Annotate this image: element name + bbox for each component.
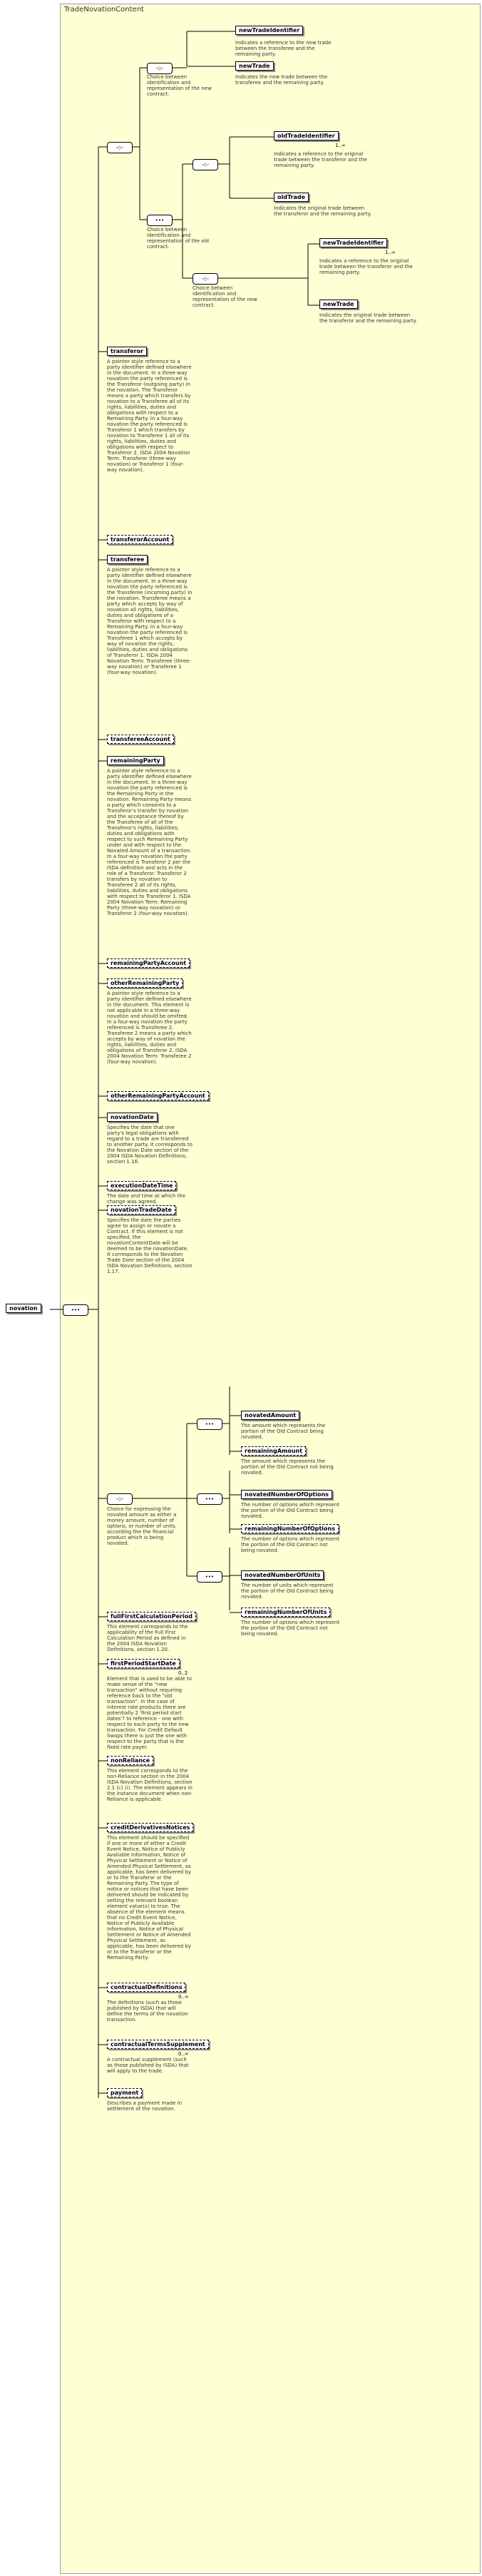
element-remainingAmount[interactable]: remainingAmount (241, 1446, 306, 1456)
doc-newTradeIdentifier: Indicates a reference to the new trade between the transferee and the remaining party. (235, 40, 332, 57)
element-transferorAccount[interactable]: transferorAccount (107, 535, 173, 544)
element-novationDate[interactable]: novationDate (107, 1113, 158, 1122)
mult-firstPeriodStartDate: 0..2 (178, 1670, 188, 1676)
element-fullFirstCalculationPeriod[interactable]: fullFirstCalculationPeriod (107, 1612, 196, 1621)
sequence-compositor-options[interactable]: ••• (197, 1493, 222, 1505)
element-novatedAmount[interactable]: novatedAmount (241, 1411, 299, 1420)
doc-executionDateTime: The date and time at which the change was agreed. (107, 1193, 186, 1205)
choice-compositor-2[interactable]: -◇- (147, 63, 173, 74)
doc-firstPeriodStartDate: Element that is used to be able to make sense of the "new transaction" without requiring reference back to the "old transaction". In the case of interest rate products there are potentially 2 'first period start dates'? to reference - one with respect to each party to the new transaction. For Credit Default Swaps there is just the one with respect to the party that is the fixed rate payer. (107, 1676, 192, 1750)
choice-doc-1: Choice between identification and representation of the new contract. (147, 74, 212, 97)
doc-payment: Describes a payment made in settlement of the novation. (107, 2100, 183, 2112)
doc-novatedNumberOfOptions: The number of options which represent the portion of the Old Contract being novated. (241, 1502, 340, 1519)
element-remainingNumberOfOptions[interactable]: remainingNumberOfOptions (241, 1524, 339, 1533)
root-element-novation[interactable]: novation (6, 1304, 41, 1313)
choice-doc-4: Choice for expressing the novated amount as either a money amount, number of options, or number of units, according the the financial product which is being novated. (107, 1506, 177, 1546)
mult-newTradeIdentifier-2: 1..∞ (385, 250, 396, 255)
element-transferor[interactable]: transferor (107, 347, 147, 356)
element-contractualDefinitions[interactable]: contractualDefinitions (107, 1983, 185, 1992)
mult-oldTradeIdentifier: 1..∞ (335, 143, 346, 148)
element-novatedNumberOfOptions[interactable]: novatedNumberOfOptions (241, 1490, 332, 1499)
doc-transferee: A pointer style reference to a party identifier defined elsewhere in the document. In a three-way novation the party referenced is the Transferee (incoming party) in the novation. Transferee means a party which accepts by way of novation all rights, liabilities, duties and obligations of a Transferor with respect to a Remaining Party. In a four-way novation the party referenced is Transferee 1 which accepts by way of novation the rights, liabilities, duties and obligations of Transferor 1. ISDA 2004 Novation Term: Transferee (three-way novation) or Transferee 1 (four-way novation). (107, 567, 193, 675)
element-novatedNumberOfUnits[interactable]: novatedNumberOfUnits (241, 1570, 324, 1580)
doc-oldTrade: Indicates the original trade between the transferor and the remaining party. (274, 205, 371, 217)
element-otherRemainingPartyAccount[interactable]: otherRemainingPartyAccount (107, 1091, 209, 1100)
choice-compositor-4[interactable]: -◇- (193, 273, 218, 285)
doc-oldTradeIdentifier: Indicates a reference to the original trade between the transferor and the remaining party. (274, 151, 367, 168)
doc-newTradeIdentifier-2: Indicates a reference to the original trade between the transferor and the remaining party. (319, 258, 413, 275)
element-remainingNumberOfUnits[interactable]: remainingNumberOfUnits (241, 1608, 330, 1617)
element-firstPeriodStartDate[interactable]: firstPeriodStartDate (107, 1659, 180, 1668)
mult-contractualDefinitions: 0..∞ (178, 1994, 189, 2000)
doc-novationTradeDate: Specifies the date the parties agree to assign or novate a Contract. If this element is not specified, the novationContentDate will be deemed to be the novationDate. It corresponds to the Novation Trade Date section of the 2004 ISDA Novation Definitions, section 1.17. (107, 1217, 193, 1274)
sequence-compositor-units[interactable]: ••• (197, 1571, 222, 1583)
mult-contractualTermsSupplement: 0..∞ (178, 2051, 189, 2057)
element-nonReliance[interactable]: nonReliance (107, 1756, 153, 1765)
sequence-compositor-amount[interactable]: ••• (197, 1419, 222, 1430)
element-payment[interactable]: payment (107, 2088, 142, 2097)
doc-remainingParty: A pointer style reference to a party identifier defined elsewhere in the document. In a three-way novation the party referenced is the Remaining Party in the novation. Remaining Party means a party which consents to a Transferor's transfer by novation and the acceptance thereof by the Transferee of all of the Transferor's rights, liabilities, duties and obligations with respect to such Remaining Party under and with respect to the Novated Amount of a transaction. In a four-way novation the party referenced is Transferor 2 per the ISDA definition and acts in the role of a Transferor. Transferor 2 transfers by novation to Transferee 2 all of its rights, liabilities, duties and obligations with respect to Transferor 1. ISDA 2004 Novation Term: Remaining Party (three-way novation) or Transferor 2 (four-way novation). (107, 768, 192, 916)
element-contractualTermsSupplement[interactable]: contractualTermsSupplement (107, 2040, 209, 2049)
doc-newTrade-2: Indicates the original trade between the transferor and the remaining party. (319, 312, 417, 324)
doc-novatedNumberOfUnits: The number of units which represent the portion of the Old Contract being novated. (241, 1583, 334, 1600)
doc-contractualDefinitions: The definitions (such as those published by ISDA) that will define the terms of the novation transaction. (107, 2000, 188, 2023)
doc-fullFirstCalculationPeriod: This element corresponds to the applicability of the Full First Calculation Period as defined in the 2004 ISDA Novation Definitions, section 1.20. (107, 1624, 188, 1652)
doc-remainingNumberOfUnits: The number of options which represent the portion of the Old Contract not being novated. (241, 1620, 340, 1637)
choice-compositor-1[interactable]: -◇- (107, 142, 133, 153)
element-newTrade-2[interactable]: newTrade (319, 300, 358, 309)
choice-compositor-3[interactable]: -◇- (193, 159, 218, 170)
doc-novationDate: Specifies the date that one party's legal obligations with regard to a trade are transferred to another party. It corresponds to the Novation Date section of the 2004 ISDA Novation Definitions, section 1.16. (107, 1125, 193, 1165)
element-oldTradeIdentifier[interactable]: oldTradeIdentifier (274, 131, 339, 140)
element-novationTradeDate[interactable]: novationTradeDate (107, 1205, 175, 1215)
element-transferee[interactable]: transferee (107, 555, 148, 564)
sequence-compositor-old[interactable]: ••• (147, 215, 173, 226)
doc-nonReliance: This element corresponds to the non-Reliance section in the 2004 ISDA Novation Definitions, section 2.1 (c) (i). The element appears in the instance document when non-Reliance is applicable. (107, 1768, 193, 1802)
doc-creditDerivativesNotices: This element should be specified if one or more of either a Credit Event Notice, Notice of Publicly Available Information, Notice of Physical Settlement or Notice of Amended Physical Settlement, as applicable, has been delivered by or to the Transferor or the Remaining Party. The type of notice or notices that have been delivered should be indicated by setting the relevant boolean element value(s) to true. The absence of the element means that no Credit Event Notice, Notice of Publicly Available Information, Notice of Physical Settlement or Notice of Amended Physical Settlement, as applicable, has been delivered by or to the Transferor or the Remaining Party. (107, 1835, 192, 1961)
element-newTrade[interactable]: newTrade (235, 61, 274, 71)
doc-remainingAmount: The amount which represents the portion of the Old Contract not being novated. (241, 1458, 334, 1476)
type-title: TradeNovationContent (64, 6, 144, 14)
doc-transferor: A pointer style reference to a party identifier defined elsewhere in the document. In a three-way novation the party referenced is the Transferor (outgoing party) in the novation. The Transferor means a party which transfers by novation to a Transferee all of its rights, liabilities, duties and obligations with respect to a Remaining Party. In a four-way novation the party referenced is Transferor 1 which transfers by novation to Transferee 1 all of its rights, liabilities, duties and obligations with respect to Transferor 2. ISDA 2004 Novation Term: Transferor (three-way novation) or Transferor 1 (four-way novation). (107, 359, 192, 473)
sequence-compositor[interactable]: ••• (63, 1304, 88, 1316)
choice-compositor-amount[interactable]: -◇- (107, 1493, 133, 1505)
element-oldTrade[interactable]: oldTrade (274, 193, 309, 202)
element-newTradeIdentifier-2[interactable]: newTradeIdentifier (319, 238, 387, 247)
doc-contractualTermsSupplement: A contractual supplement (such as those published by ISDA) that will apply to the trade. (107, 2057, 189, 2074)
doc-remainingNumberOfOptions: The number of options which represent the portion of the Old Contract not being novated. (241, 1536, 340, 1553)
element-remainingParty[interactable]: remainingParty (107, 756, 164, 765)
element-executionDateTime[interactable]: executionDateTime (107, 1181, 176, 1190)
element-remainingPartyAccount[interactable]: remainingPartyAccount (107, 959, 190, 968)
choice-doc-3: Choice between identification and representation of the new contract. (193, 285, 257, 308)
choice-doc-2: Choice between identification and representation of the old contract. (147, 227, 209, 250)
element-creditDerivativesNotices[interactable]: creditDerivativesNotices (107, 1823, 193, 1832)
element-otherRemainingParty[interactable]: otherRemainingParty (107, 978, 183, 988)
doc-novatedAmount: The amount which represents the portion of the Old Contract being novated. (241, 1423, 326, 1440)
doc-otherRemainingParty: A pointer style reference to a party identifier defined elsewhere in the document. This element is not applicable in a three-way novation and should be omitted. In a four-way novation the party referenced is Transferee 2. Transferee 2 means a party which accepts by way of novation the rights, liabilities, duties and obligations of Transferor 2. ISDA 2004 Novation Term: Transferee 2 (four-way novation). (107, 991, 192, 1065)
element-transfereeAccount[interactable]: transfereeAccount (107, 735, 174, 744)
element-newTradeIdentifier[interactable]: newTradeIdentifier (235, 26, 303, 35)
doc-newTrade: Indicates the new trade between the transferee and the remaining party. (235, 74, 328, 86)
